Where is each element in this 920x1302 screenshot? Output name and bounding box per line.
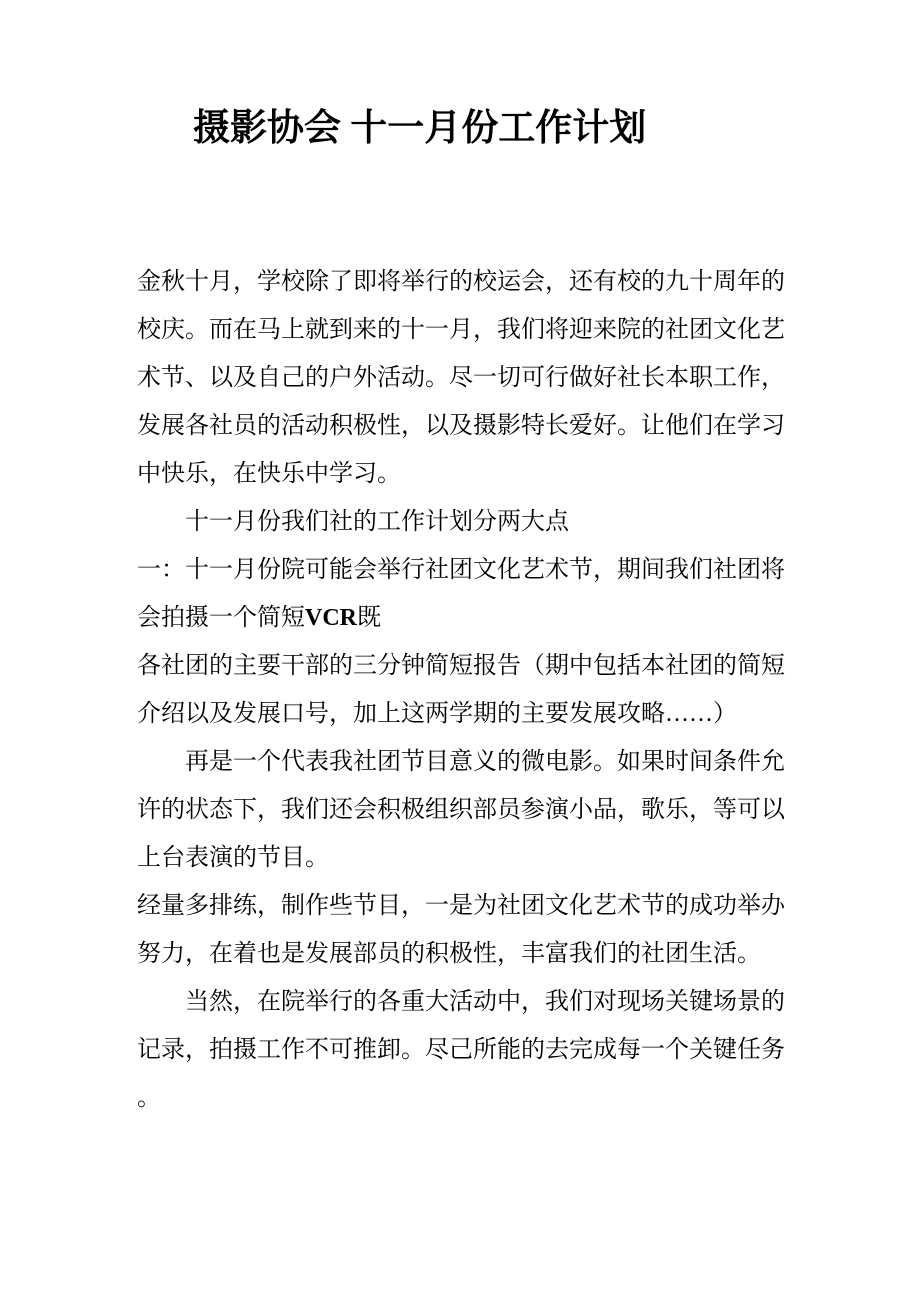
bold-text-segment: VCR — [305, 605, 357, 631]
text-segment: 会拍摄一个简短 — [137, 605, 305, 631]
text-segment: 发展各社员的活动积极性，以及摄影特长爱好。让他们在学习 — [137, 413, 785, 439]
text-segment: 经量多排练，制作些节目，一是为社团文化艺术节的成功举办 — [137, 893, 785, 919]
text-segment: 校庆。而在马上就到来的十一月，我们将迎来院的社团文化艺 — [137, 317, 785, 343]
text-segment: 十一月份我们社的工作计划分两大点 — [185, 509, 569, 535]
text-line — [137, 786, 837, 834]
text-segment: 记录，拍摄工作不可推卸。尽己所能的去完成每一个关键任务 — [137, 1037, 785, 1063]
text-line — [137, 402, 837, 450]
text-line — [137, 498, 837, 546]
text-line — [137, 834, 837, 882]
document-title: 摄影协会 十一月份工作计划 — [193, 108, 647, 149]
text-segment: 努力，在着也是发展部员的积极性，丰富我们的社团生活。 — [137, 941, 761, 967]
text-line — [137, 450, 837, 498]
text-line — [137, 354, 837, 402]
text-line — [137, 738, 837, 786]
text-segment: 许的状态下，我们还会积极组织部员参演小品，歌乐，等可以 — [137, 797, 785, 823]
text-segment: 金秋十月，学校除了即将举行的校运会，还有校的九十周年的 — [137, 269, 785, 295]
text-segment: 。 — [137, 1085, 161, 1111]
text-segment: 各社团的主要干部的三分钟简短报告（期中包括本社团的简短 — [137, 653, 785, 679]
text-segment: 再是一个代表我社团节目意义的微电影。如果时间条件允 — [185, 749, 785, 775]
text-segment: 介绍以及发展口号，加上这两学期的主要发展攻略……） — [137, 701, 737, 727]
text-line — [137, 306, 837, 354]
text-segment: 中快乐，在快乐中学习。 — [137, 461, 401, 487]
text-line — [137, 882, 837, 930]
text-segment: 术节、以及自己的户外活动。尽一切可行做好社长本职工作， — [137, 365, 785, 391]
text-line — [137, 1026, 837, 1074]
text-line — [137, 642, 837, 690]
text-segment: 当然，在院举行的各重大活动中，我们对现场关键场景的 — [185, 989, 785, 1015]
text-line — [137, 930, 837, 978]
text-line — [137, 1074, 837, 1122]
text-line — [137, 594, 837, 642]
text-line — [137, 690, 837, 738]
text-segment: 既 — [357, 605, 381, 631]
document-body — [137, 258, 837, 1122]
text-segment: 上台表演的节目。 — [137, 845, 329, 871]
text-line — [137, 978, 837, 1026]
text-line — [137, 258, 837, 306]
text-line — [137, 546, 837, 594]
text-segment: 一：十一月份院可能会举行社团文化艺术节，期间我们社团将 — [137, 557, 785, 583]
